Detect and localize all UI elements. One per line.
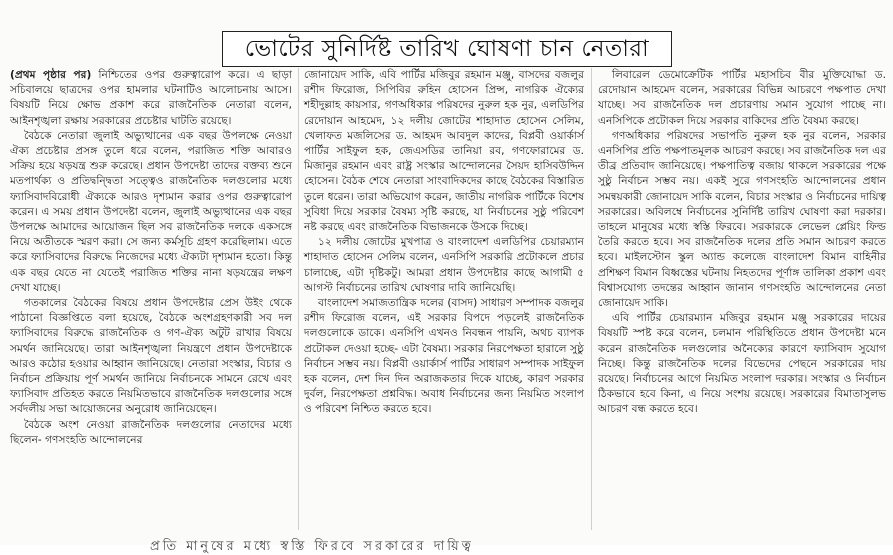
- paragraph-text: নিশ্চিতের ওপর গুরুত্বারোপ করে। এ ছাড়া সচিবালয়ে ছাত্রদের ওপর হামলার ঘটনাটিও আলোচনায় আসে। বিষয়টি নিয়ে ক্ষোভ প্রকাশ করে রাজনৈতিক নেতারা বলেন, আইনশৃঙ্খলা রক্ষায় সরকারের প্রচেষ্টার ঘাটতি রয়েছে।: [10, 69, 292, 127]
- paragraph: ১২ দলীয় জোটের মুখপাত্র ও বাংলাদেশ এলডিপির চেয়ারম্যান শাহাদাত হোসেন সেলিম বলেন, এনসিপি সরকারি প্রটোকলে প্রচার চালাচ্ছে, এটা দৃষ্টিকটু। আমরা প্রধান উপদেষ্টার কাছে আগামী ৫ আগস্ট নির্বাচনের তারিখ ঘোষণার দাবি জানিয়েছি।: [304, 236, 584, 294]
- article-columns: [0, 68, 893, 530]
- paragraph: বৈঠকে অংশ নেওয়া রাজনৈতিক দলগুলোর নেতাদের মধ্যে ছিলেন- গণসংহতি আন্দোলনের: [10, 418, 292, 446]
- paragraph: বাংলাদেশ সমাজতান্ত্রিক দলের (বাসদ) সাধারণ সম্পাদক বজলুর রশীদ ফিরোজ বলেন, এই সরকার বিপদে পড়লেই রাজনৈতিক দলগুলোকে ডাকে। এনসিপি এখনও নিবন্ধন পায়নি, অথচ ব্যাপক প্রটোকল দেওয়া হচ্ছে- এটা বৈষম্য। সরকার নিরপেক্ষতা হারালে সুষ্ঠু নির্বাচন সম্ভব নয়। বিপ্লবী ওয়ার্কার্স পার্টির সাধারণ সম্পাদক সাইফুল হক বলেন, দেশ দিন দিন অরাজকতার দিকে যাচ্ছে, কারণ সরকার দুর্বল, নিরপেক্ষতা প্রশ্নবিদ্ধ। অবাধ নির্বাচনের জন্য নিয়মিত সংলাপ ও পরিবেশ নিশ্চিত করতে হবে।: [304, 297, 584, 416]
- column-divider: [298, 68, 299, 530]
- article-column-2: [304, 68, 584, 530]
- headline: ভোটের সুনির্দিষ্ট তারিখ ঘোষণা চান নেতারা: [244, 35, 650, 62]
- paragraph: বৈঠকে নেতারা জুলাই অভ্যুত্থানের এক বছর উপলক্ষে নেওয়া ঐক্য প্রচেষ্টার প্রসঙ্গ তুলে ধরে বলেন, পরাজিত শক্তি আবারও সক্রিয় হয়ে ষড়যন্ত্র শুরু করেছে। প্রধান উপদেষ্টা তাদের বক্তব্য শুনে মতপার্থক্য ও প্রতিদ্বন্দ্বিতা সত্ত্বেও রাজনৈতিক দলগুলোর মধ্যে ফ্যাসিবাদবিরোধী ঐক্যকে আরও দৃশ্যমান করার ওপর গুরুত্বারোপ করেন। এ সময় প্রধান উপদেষ্টা বলেন, জুলাই অভ্যুত্থানের এক বছর উপলক্ষে আমাদের আয়োজন ছিল সব রাজনৈতিক দলকে একসঙ্গে নিয়ে অতীতকে স্মরণ করা। সে জন্য কর্মসূচি গ্রহণ করেছিলাম। এতে করে ফ্যাসিবাদের বিরুদ্ধে নিজেদের মধ্যে ঐক্যটা দৃশ্যমান হতো। কিন্তু এক বছর যেতে না যেতেই পরাজিত শক্তির নানা ষড়যন্ত্রের লক্ষণ দেখা যাচ্ছে।: [10, 129, 292, 294]
- article-column-3: [598, 68, 886, 530]
- continuation-label: (প্রথম পৃষ্ঠার পর): [10, 69, 92, 81]
- article-column-1: [10, 68, 292, 530]
- paragraph: লিবারেল ডেমোক্রেটিক পার্টির মহাসচিব বীর মুক্তিযোদ্ধা ড. রেদোয়ান আহমেদ বলেন, সরকারের বিভিন্ন আচরণে পক্ষপাত দেখা যাচ্ছে। সব রাজনৈতিক দল প্রচারণায় সমান সুযোগ পাচ্ছে না। এনসিপিকে প্রটোকল দিয়ে সরকার বাকিদের প্রতি বৈষম্য করছে।: [598, 69, 886, 127]
- paragraph: গতকালের বৈঠকের বিষয়ে প্রধান উপদেষ্টার প্রেস উইং থেকে পাঠানো বিজ্ঞপ্তিতে বলা হয়েছে, বৈঠকে অংশগ্রহণকারী সব দল ফ্যাসিবাদের বিরুদ্ধে রাজনৈতিক ও গণ-ঐক্য অটুট রাখার বিষয়ে সমর্থন জানিয়েছে। তারা আইনশৃঙ্খলা নিয়ন্ত্রণে প্রধান উপদেষ্টাকে আরও কঠোর হওয়ার আহ্বান জানিয়েছে। নেতারা সংস্কার, বিচার ও নির্বাচন প্রক্রিয়ায় পূর্ণ সমর্থন জানিয়ে নির্বাচনকে সামনে রেখে এবং ফ্যাসিবাদ প্রতিহত করতে নিয়মিতভাবে রাজনৈতিক দলগুলোর সঙ্গে সর্বদলীয় সভা আয়োজনের অনুরোধ জানিয়েছেন।: [10, 297, 292, 416]
- headline-box: [222, 31, 672, 67]
- paragraph: গণঅধিকার পরিষদের সভাপতি নুরুল হক নুর বলেন, সরকার এনসিপির প্রতি পক্ষপাতমূলক আচরণ করছে। সব রাজনৈতিক দল এর তীব্র প্রতিবাদ জানিয়েছে। পক্ষপাতিত্ব বজায় থাকলে সরকারের পক্ষে সুষ্ঠু নির্বাচন সম্ভব নয়। একই সুরে গণসংহতি আন্দোলনের প্রধান সমন্বয়কারী জোনায়েদ সাকি বলেন, বিচার সংস্কার ও নির্বাচনের দায়িত্ব সরকারের। অবিলম্বে নির্বাচনের সুনির্দিষ্ট তারিখ ঘোষণা করা দরকার। তাহলে মানুষের মধ্যে স্বস্তি ফিরবে। সরকারকে লেভেল প্লেয়িং ফিল্ড তৈরি করতে হবে। সব রাজনৈতিক দলের প্রতি সমান আচরণ করতে হবে। মাইলস্টোন স্কুল অ্যান্ড কলেজে বাংলাদেশ বিমান বাহিনীর প্রশিক্ষণ বিমান বিধ্বস্তের ঘটনায় নিহতদের পূর্ণাঙ্গ তালিকা প্রকাশ এবং বিশ্বাসযোগ্য তদন্তের আহ্বান জানান গণসংহতি আন্দোলনের নেতা জোনায়েদ সাকি।: [598, 129, 886, 310]
- cropped-text: প্রতি মানুষের মধ্যে স্বস্তি ফিরবে সরকারের দায়িত্ব: [150, 539, 474, 554]
- paragraph: এবি পার্টির চেয়ারম্যান মজিবুর রহমান মঞ্জু সরকারের দায়ের বিষয়টি স্পষ্ট করে বলেন, চলমান পরিস্থিতিতে প্রধান উপদেষ্টা মনে করেন রাজনৈতিক দলগুলোর অনৈক্যের কারণে ফ্যাসিবাদ সুযোগ নিচ্ছে। কিন্তু রাজনৈতিক দলের বিভেদের পেছনে সরকারের দায় রয়েছে। নির্বাচনের আগে নিয়মিত সংলাপ দরকার। সংস্কার ও নির্বাচন ঠিকভাবে হবে কিনা, এ নিয়ে সংশয় রয়েছে। সরকারের বিমাতাসুলভ আচরণ বন্ধ করতে হবে।: [598, 312, 886, 416]
- column-divider: [591, 68, 592, 530]
- paragraph: [10, 68, 292, 129]
- cropped-bottom-text: [150, 534, 750, 554]
- paragraph: জোনায়েদ সাকি, এবি পার্টির মজিবুর রহমান মঞ্জু, বাসদের বজলুর রশীদ ফিরোজ, সিপিবির রুহিন হোসেন প্রিন্স, নাগরিক ঐক্যের শহীদুল্লাহ কায়সার, গণঅধিকার পরিষদের নুরুল হক নুর, এলডিপির রেদোয়ান আহমেদ, ১২ দলীয় জোটের শাহাদাত হোসেন সেলিম, খেলাফত মজলিসের ড. আহমদ আবদুল কাদের, বিপ্লবী ওয়ার্কার্স পার্টির সাইফুল হক, জেএসডির তানিয়া রব, গণফোরামের ড. মিজানুর রহমান এবং রাষ্ট্র সংস্কার আন্দোলনের সৈয়দ হাসিবউদ্দিন হোসেন। বৈঠক শেষে নেতারা সাংবাদিকদের কাছে বৈঠকের বিস্তারিত তুলে ধরেন। তারা অভিযোগ করেন, জাতীয় নাগরিক পার্টিকে বিশেষ সুবিধা দিয়ে সরকার বৈষম্য সৃষ্টি করছে, যা নির্বাচনের সুষ্ঠু পরিবেশ নষ্ট করছে এবং রাজনৈতিক বিভাজনকে উসকে দিচ্ছে।: [304, 69, 584, 234]
